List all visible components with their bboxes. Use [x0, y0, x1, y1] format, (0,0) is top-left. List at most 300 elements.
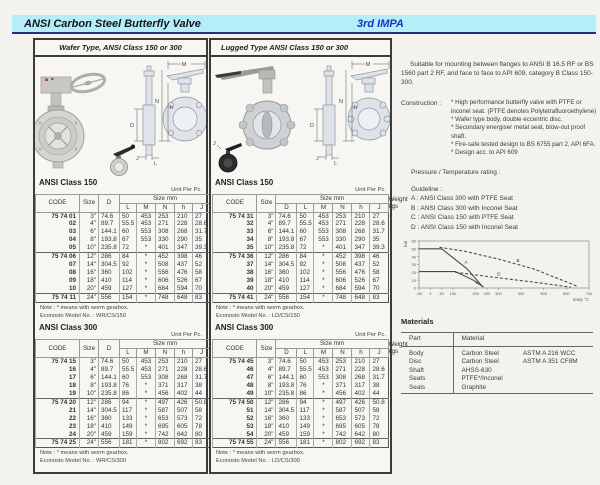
- table-cell: 39.3: [370, 244, 388, 252]
- model-number: Econosto Model No. : WR/CS/150: [40, 312, 126, 319]
- table-cell: 453: [314, 220, 333, 228]
- table-cell: 398: [175, 253, 193, 261]
- table-cell: 181: [297, 439, 314, 448]
- table-cell: 75 74 55: [213, 439, 257, 448]
- table-row: [36, 357, 211, 365]
- table-row: [36, 390, 211, 398]
- construction-label: Construction :: [401, 100, 442, 108]
- table-cell: 210: [175, 357, 193, 365]
- y-tick-label: 50: [411, 246, 416, 252]
- table-cell: 55.5: [297, 220, 314, 228]
- table-row: [36, 285, 211, 293]
- table-cell: 117: [120, 407, 137, 415]
- table-cell: 556: [99, 294, 120, 303]
- table-cell: 228: [175, 366, 193, 374]
- col-header-m: M: [314, 348, 333, 357]
- col-header-size: Size: [257, 195, 276, 213]
- table-cell: 46: [370, 253, 388, 261]
- table-cell: 648: [352, 294, 370, 303]
- table-cell: [515, 384, 593, 393]
- table-cell: 308: [156, 374, 175, 382]
- col-header-n: N: [333, 203, 352, 212]
- y-tick-label: 0: [413, 285, 416, 291]
- table-cell: 235.8: [99, 390, 120, 398]
- table-cell: 144.1: [276, 228, 297, 236]
- table-cell: 360: [276, 415, 297, 423]
- materials-table: [401, 332, 593, 394]
- table-row: [36, 253, 211, 261]
- guideline-item: B : ANSI Class 300 with Inconel Seat: [411, 204, 518, 212]
- table-cell: 84: [297, 253, 314, 261]
- materials-part-header: Part: [401, 332, 453, 346]
- x-tick-label: -50: [416, 291, 422, 296]
- table-cell: 83: [370, 294, 388, 303]
- table-cell: *: [137, 285, 156, 293]
- table-cell: 360: [99, 269, 120, 277]
- table-cell: 52: [213, 415, 257, 423]
- table-cell: 4": [80, 220, 99, 228]
- dim-label-d: D: [130, 123, 134, 129]
- table-cell: 653: [333, 415, 352, 423]
- table-cell: 605: [352, 423, 370, 431]
- table-cell: 40: [213, 285, 257, 293]
- table-cell: 16": [80, 269, 99, 277]
- table-cell: 83: [193, 439, 211, 448]
- table-cell: 89.7: [276, 220, 297, 228]
- table-row: [213, 236, 388, 244]
- gearbox-note: Note : * means with worm gearbox.: [216, 305, 305, 312]
- table-cell: 8": [257, 236, 276, 244]
- table-cell: 642: [352, 431, 370, 439]
- table-cell: 476: [352, 269, 370, 277]
- col-header-size: Size: [257, 340, 276, 358]
- table-row: [401, 367, 593, 376]
- table-cell: 453: [314, 357, 333, 365]
- table-cell: 74.6: [99, 212, 120, 220]
- table-cell: 553: [314, 228, 333, 236]
- pt-chart: [401, 236, 597, 306]
- table-cell: 67: [297, 236, 314, 244]
- table-cell: 80: [193, 431, 211, 439]
- table-cell: 410: [99, 423, 120, 431]
- table-cell: *: [137, 261, 156, 269]
- table-cell: 21: [36, 407, 80, 415]
- col-header-l: L: [120, 203, 137, 212]
- table-cell: ASTM A 351 CF8M: [522, 358, 578, 366]
- table-row: [36, 244, 211, 252]
- table-cell: 553: [137, 236, 156, 244]
- table-cell: 86: [120, 390, 137, 398]
- table-cell: 75 74 36: [213, 253, 257, 261]
- gearbox-note: Note : * means with worm gearbox.: [216, 450, 305, 457]
- x-tick-label: 50: [439, 291, 444, 296]
- table-cell: 402: [352, 390, 370, 398]
- table-cell: 228: [352, 366, 370, 374]
- weight-label: Weight: [388, 340, 408, 348]
- table-cell: 452: [156, 253, 175, 261]
- table-cell: Disc: [401, 358, 453, 367]
- col-header-j: J: [193, 203, 211, 212]
- table-cell: 453: [137, 220, 156, 228]
- col-header-code: CODE: [213, 195, 257, 213]
- table-cell: Body: [401, 346, 453, 358]
- table-row: [213, 431, 388, 439]
- table-cell: 3": [257, 357, 276, 365]
- x-tick-label: 300: [494, 291, 502, 296]
- gearbox-note: Note : * means with worm gearbox.: [40, 305, 129, 312]
- table-row: [36, 407, 211, 415]
- table-cell: 573: [175, 415, 193, 423]
- table-cell: 605: [175, 423, 193, 431]
- table-cell: 606: [333, 277, 352, 285]
- table-cell: 587: [156, 407, 175, 415]
- table-cell: 330: [156, 236, 175, 244]
- table-cell: 286: [276, 253, 297, 261]
- guideline-label: Guideline :: [411, 185, 443, 193]
- table-cell: Graphite: [461, 384, 487, 392]
- info-column: [401, 60, 597, 394]
- series-B: [439, 247, 577, 286]
- table-cell: 10": [80, 390, 99, 398]
- col-header-size-mm: Size mm: [120, 340, 211, 349]
- unit-per-pc: Unit Per Pc.: [171, 332, 202, 339]
- series-A: [419, 249, 482, 287]
- table-cell: 594: [175, 285, 193, 293]
- table-cell: 35: [213, 244, 257, 252]
- table-cell: 235.8: [276, 244, 297, 252]
- table-cell: 12": [257, 398, 276, 406]
- table-cell: 37: [213, 261, 257, 269]
- table-cell: *: [314, 415, 333, 423]
- col-header-j: J: [370, 348, 388, 357]
- table-cell: 210: [175, 212, 193, 220]
- table-cell: 114: [297, 277, 314, 285]
- table-cell: 253: [156, 357, 175, 365]
- table-cell: 117: [297, 407, 314, 415]
- table-cell: 18": [80, 277, 99, 285]
- guideline-item: A : ANSI Class 300 with PTFE Seat: [411, 195, 513, 203]
- table-row: [213, 294, 388, 303]
- table-cell: 606: [156, 277, 175, 285]
- table-cell: 74.6: [276, 212, 297, 220]
- x-tick-label: 250: [483, 291, 491, 296]
- table-cell: 401: [156, 244, 175, 252]
- table-row: [213, 261, 388, 269]
- table-cell: 27: [370, 357, 388, 365]
- materials-heading: Materials: [401, 317, 434, 327]
- table-cell: PTFE*/Inconel: [461, 375, 503, 383]
- table-cell: 317: [175, 382, 193, 390]
- table-cell: 228: [352, 220, 370, 228]
- table-cell: 8": [257, 382, 276, 390]
- table-cell: 6": [80, 228, 99, 236]
- table-cell: 102: [120, 269, 137, 277]
- table-cell: 12": [257, 253, 276, 261]
- col-header-j: J: [193, 348, 211, 357]
- table-cell: 371: [156, 382, 175, 390]
- table-cell: 648: [175, 294, 193, 303]
- table-cell: 127: [120, 285, 137, 293]
- table-cell: 573: [352, 415, 370, 423]
- table-cell: 75 74 01: [36, 212, 80, 220]
- table-cell: 47: [213, 374, 257, 382]
- table-cell: 07: [36, 261, 80, 269]
- table-cell: *: [137, 431, 156, 439]
- wafer-class300-heading: ANSI Class 300: [39, 323, 98, 333]
- table-cell: 54: [213, 431, 257, 439]
- table-cell: 31.7: [193, 228, 211, 236]
- table-cell: 642: [175, 431, 193, 439]
- table-cell: 75 74 25: [36, 439, 80, 448]
- table-cell: 58: [370, 407, 388, 415]
- x-tick-label: 400: [517, 291, 525, 296]
- table-cell: 133: [120, 415, 137, 423]
- table-cell: 553: [314, 374, 333, 382]
- table-cell: 556: [333, 269, 352, 277]
- table-cell: 304.5: [276, 261, 297, 269]
- table-cell: 526: [352, 277, 370, 285]
- table-cell: 553: [314, 236, 333, 244]
- table-cell: 695: [333, 423, 352, 431]
- table-cell: 144.1: [99, 374, 120, 382]
- table-row: [213, 228, 388, 236]
- table-row: [401, 384, 593, 393]
- table-cell: 193.8: [99, 382, 120, 390]
- x-tick-label: 700: [585, 291, 593, 296]
- edition-label: 3rd IMPA: [357, 17, 404, 30]
- dim-label-m: M: [365, 62, 371, 68]
- pt-rating-label: Pressure / Temperature rating :: [411, 168, 501, 176]
- y-tick-label: 20: [411, 269, 416, 275]
- y-tick-label: 30: [411, 262, 416, 268]
- table-cell: 27: [193, 212, 211, 220]
- table-cell: 75 74 15: [36, 357, 80, 365]
- construction-item: * Fire-safe tested design to BS 6755 part 2, API 6FA.: [451, 141, 596, 149]
- table-cell: *: [314, 253, 333, 261]
- table-row: [36, 261, 211, 269]
- table-cell: 58: [193, 269, 211, 277]
- gear-valve-photo: [35, 71, 106, 168]
- table-cell: 6": [257, 374, 276, 382]
- table-row: [213, 269, 388, 277]
- table-cell: 31.7: [370, 374, 388, 382]
- table-row: [36, 366, 211, 374]
- table-cell: 459: [276, 431, 297, 439]
- col-header-h: h: [352, 203, 370, 212]
- table-cell: *: [137, 294, 156, 303]
- table-row: [36, 269, 211, 277]
- col-header-d: D: [276, 348, 297, 357]
- table-cell: 39: [213, 277, 257, 285]
- table-cell: 286: [276, 398, 297, 406]
- table-cell: 44: [370, 390, 388, 398]
- table-cell: 193.8: [276, 382, 297, 390]
- table-cell: *: [314, 294, 333, 303]
- table-cell: 92: [120, 261, 137, 269]
- table-cell: 02: [36, 220, 80, 228]
- dim-label-h: h: [170, 105, 174, 111]
- wafer-class150-heading: ANSI Class 150: [39, 178, 98, 187]
- x-tick-label: 0: [429, 291, 432, 296]
- dim-label-l: L: [334, 161, 338, 167]
- table-cell: 24": [257, 439, 276, 448]
- table-cell: 210: [352, 212, 370, 220]
- table-cell: 10: [36, 285, 80, 293]
- table-cell: 55.5: [120, 220, 137, 228]
- table-cell: 55.5: [120, 366, 137, 374]
- table-cell: *: [314, 382, 333, 390]
- table-cell: 24": [257, 294, 276, 303]
- table-cell: 347: [352, 244, 370, 252]
- table-row: [213, 390, 388, 398]
- table-cell: 51: [213, 407, 257, 415]
- page-title: ANSI Carbon Steel Butterfly Valve: [24, 17, 201, 30]
- dim-label-j: J: [136, 156, 139, 162]
- table-row: [36, 277, 211, 285]
- table-cell: 360: [99, 415, 120, 423]
- table-cell: 271: [333, 220, 352, 228]
- table-cell: 308: [156, 228, 175, 236]
- dim-label-j: J: [316, 156, 319, 162]
- table-cell: 75 74 11: [36, 294, 80, 303]
- weight-label: Weight: [388, 195, 408, 203]
- table-row: [213, 366, 388, 374]
- table-cell: 60: [297, 228, 314, 236]
- y-tick-label: 60: [411, 238, 416, 244]
- table-cell: *: [137, 277, 156, 285]
- col-header-d: D: [276, 203, 297, 212]
- table-cell: 271: [333, 366, 352, 374]
- table-row: [213, 277, 388, 285]
- guideline-item: D : ANSI Class 150 with Inconel Seat: [411, 223, 518, 231]
- table-cell: 235.8: [99, 244, 120, 252]
- y-axis-label: bar: [403, 240, 408, 247]
- table-row: [36, 398, 211, 406]
- table-cell: 268: [175, 374, 193, 382]
- table-cell: 32: [213, 220, 257, 228]
- table-cell: 459: [99, 285, 120, 293]
- table-cell: 39.3: [193, 244, 211, 252]
- table-cell: 20": [80, 285, 99, 293]
- table-cell: 08: [36, 269, 80, 277]
- table-cell: 19: [36, 390, 80, 398]
- table-row: [213, 357, 388, 365]
- dim-label-n: N: [155, 99, 159, 105]
- table-cell: 80: [370, 431, 388, 439]
- kgs-label: kgs: [388, 348, 399, 356]
- table-cell: 193.8: [99, 236, 120, 244]
- table-cell: 452: [333, 253, 352, 261]
- table-cell: 286: [99, 398, 120, 406]
- table-cell: 75 74 31: [213, 212, 257, 220]
- table-cell: 410: [99, 277, 120, 285]
- table-cell: 14": [80, 407, 99, 415]
- table-cell: 10": [80, 244, 99, 252]
- table-cell: 86: [297, 390, 314, 398]
- table-cell: 144.1: [99, 228, 120, 236]
- table-cell: 290: [175, 236, 193, 244]
- table-row: [213, 374, 388, 382]
- table-row: [36, 439, 211, 448]
- table-cell: 271: [156, 220, 175, 228]
- table-cell: 426: [352, 398, 370, 406]
- guideline-item: C : ANSI Class 150 with PTFE Seat: [411, 214, 514, 222]
- table-cell: 50.8: [370, 398, 388, 406]
- table-cell: 456: [333, 390, 352, 398]
- table-cell: 16": [257, 269, 276, 277]
- table-cell: 692: [352, 439, 370, 448]
- col-header-code: CODE: [36, 195, 80, 213]
- dim-label-j: J: [213, 141, 216, 147]
- table-cell: 89.7: [99, 366, 120, 374]
- col-header-l: L: [297, 348, 314, 357]
- table-cell: 83: [193, 294, 211, 303]
- table-cell: 692: [175, 439, 193, 448]
- table-cell: 507: [352, 407, 370, 415]
- table-row: [213, 439, 388, 448]
- table-cell: 210: [352, 357, 370, 365]
- table-cell: 6": [257, 228, 276, 236]
- side-view-drawing: [323, 66, 335, 155]
- table-cell: 742: [156, 431, 175, 439]
- table-cell: 748: [156, 294, 175, 303]
- table-cell: 304.5: [276, 407, 297, 415]
- table-cell: 09: [36, 277, 80, 285]
- table-cell: 159: [297, 431, 314, 439]
- table-cell: 33: [213, 228, 257, 236]
- table-cell: 268: [352, 228, 370, 236]
- col-header-l: L: [120, 348, 137, 357]
- table-cell: 193.8: [276, 236, 297, 244]
- table-cell: 48: [213, 382, 257, 390]
- table-cell: 127: [297, 285, 314, 293]
- title-bar: [12, 15, 596, 32]
- table-cell: 74.6: [276, 357, 297, 365]
- table-cell: 556: [156, 269, 175, 277]
- lever-valve-photo: [111, 145, 136, 176]
- table-cell: 253: [333, 357, 352, 365]
- table-cell: 308: [333, 228, 352, 236]
- side-view-drawing: [143, 66, 155, 155]
- table-cell: 4": [257, 366, 276, 374]
- construction-item: * Wafer type body, double eccentric disc.: [451, 116, 563, 123]
- x-tick-label: 200: [472, 291, 480, 296]
- table-cell: 46: [213, 366, 257, 374]
- table-cell: 58: [370, 269, 388, 277]
- table-cell: *: [314, 423, 333, 431]
- dim-label-d: D: [310, 123, 314, 129]
- table-cell: 154: [120, 294, 137, 303]
- table-row: [213, 244, 388, 252]
- table-cell: 10": [257, 244, 276, 252]
- table-cell: 426: [175, 398, 193, 406]
- table-cell: 18: [36, 382, 80, 390]
- mini-valve-photo: [217, 143, 242, 172]
- table-cell: 34: [213, 236, 257, 244]
- table-cell: 8": [80, 382, 99, 390]
- table-cell: 497: [333, 398, 352, 406]
- table-cell: 268: [352, 374, 370, 382]
- table-cell: 28.6: [370, 366, 388, 374]
- table-cell: 75 74 20: [36, 398, 80, 406]
- table-cell: 58: [193, 407, 211, 415]
- table-cell: 38: [213, 269, 257, 277]
- table-cell: 4": [80, 366, 99, 374]
- x-tick-label: 600: [562, 291, 570, 296]
- table-cell: *: [137, 398, 156, 406]
- table-cell: 497: [156, 398, 175, 406]
- table-cell: 102: [297, 269, 314, 277]
